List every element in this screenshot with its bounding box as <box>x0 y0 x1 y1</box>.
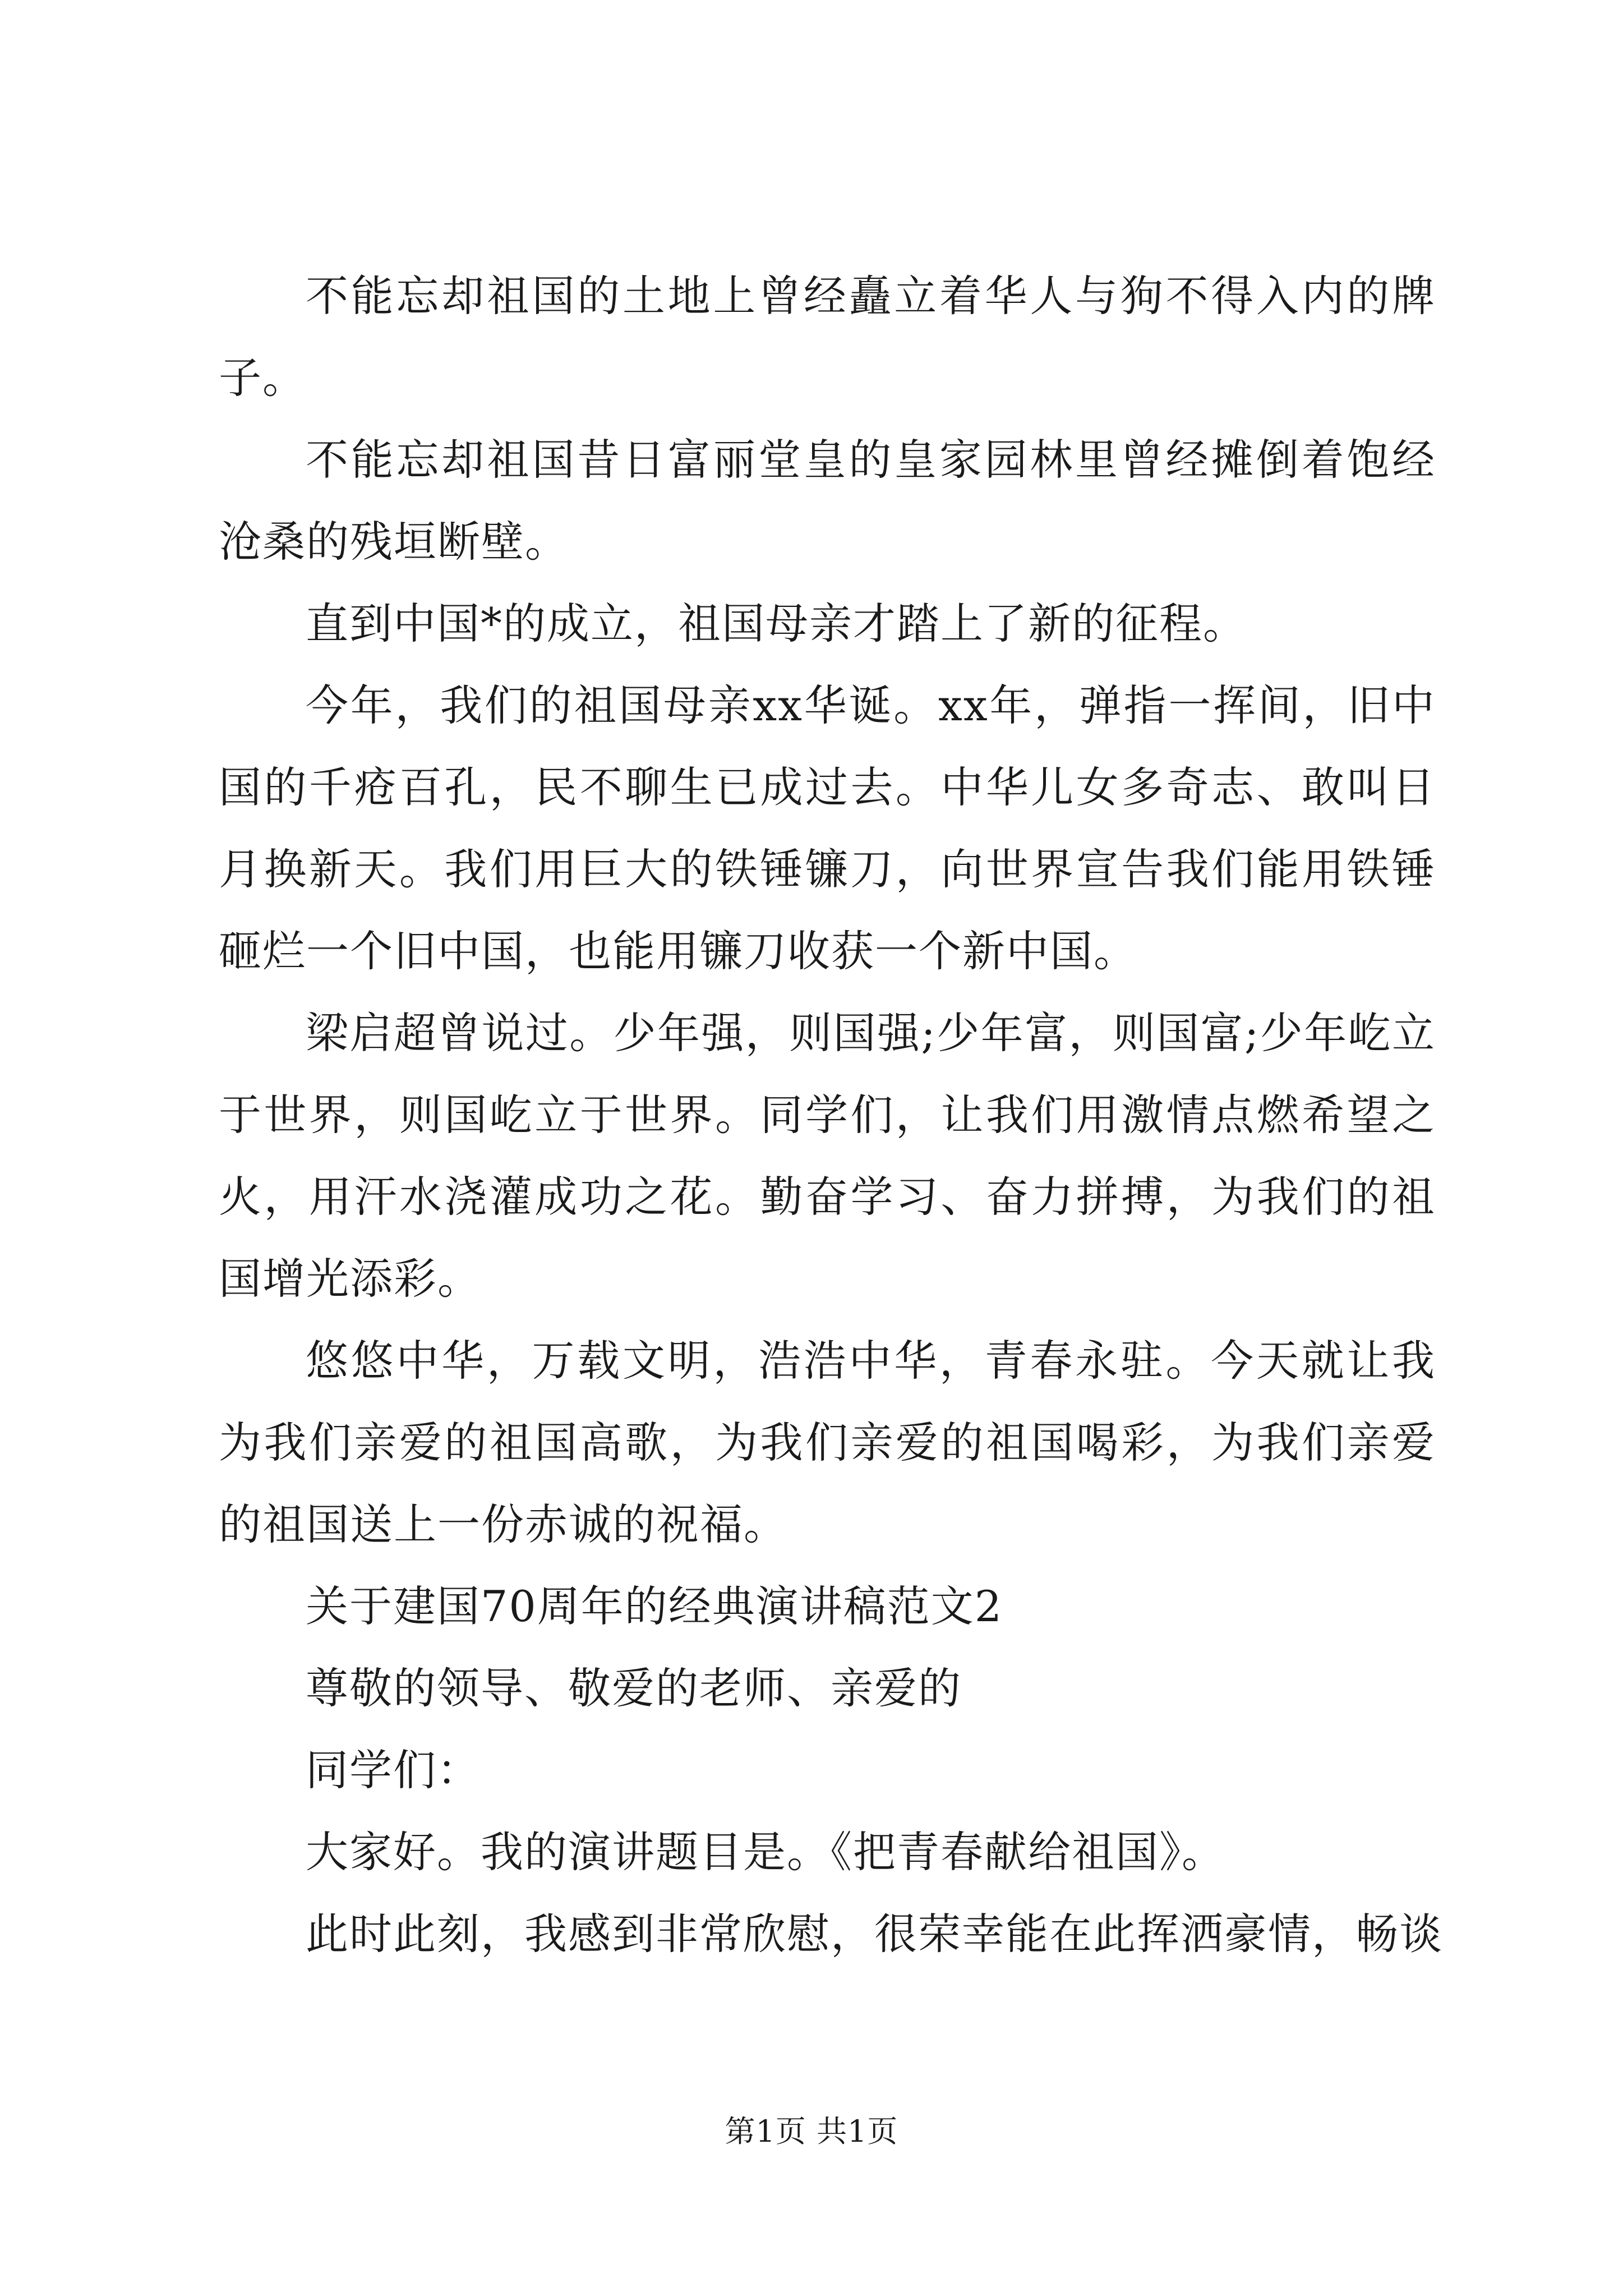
paragraph: 直到中国*的成立，祖国母亲才踏上了新的征程。 <box>306 599 1247 648</box>
paragraph: 今年，我们的祖国母亲xx华诞。xx年，弹指一挥间，旧中国的千疮百孔，民不聊生已成过去。中华儿女多奇志、敢叫日月换新天。我们用巨大的铁锤镰刀，向世界宣告我们能用铁锤砸烂一个旧中国，也能用镰刀收获一个新中国。 <box>219 680 1436 976</box>
section-title: 关于建国70周年的经典演讲稿范文2 <box>306 1581 1003 1631</box>
salutation-line: 同学们： <box>306 1745 481 1795</box>
paragraph: 不能忘却祖国的土地上曾经矗立着华人与狗不得入内的牌子。 <box>219 271 1436 403</box>
page-number-footer: 第1页 共1页 <box>725 2114 898 2149</box>
paragraph: 梁启超曾说过。少年强，则国强;少年富，则国富;少年屹立于世界，则国屹立于世界。同学们，让我们用激情点燃希望之火，用汗水浇灌成功之花。勤奋学习、奋力拼搏，为我们的祖国增光添彩。 <box>219 1008 1436 1304</box>
salutation-line: 尊敬的领导、敬爱的老师、亲爱的 <box>306 1663 962 1713</box>
document-body <box>219 255 1443 1975</box>
paragraph-fragment: 此时此刻，我感到非常欣慰，很荣幸能在此挥洒豪情，畅谈 <box>306 1909 1443 1959</box>
paragraph: 不能忘却祖国昔日富丽堂皇的皇家园林里曾经摊倒着饱经沧桑的残垣断壁。 <box>219 435 1436 567</box>
greeting-line: 大家好。我的演讲题目是。《把青春献给祖国》。 <box>306 1827 1225 1877</box>
paragraph: 悠悠中华，万载文明，浩浩中华，青春永驻。今天就让我为我们亲爱的祖国高歌，为我们亲爱的祖国喝彩，为我们亲爱的祖国送上一份赤诚的祝福。 <box>219 1336 1436 1549</box>
